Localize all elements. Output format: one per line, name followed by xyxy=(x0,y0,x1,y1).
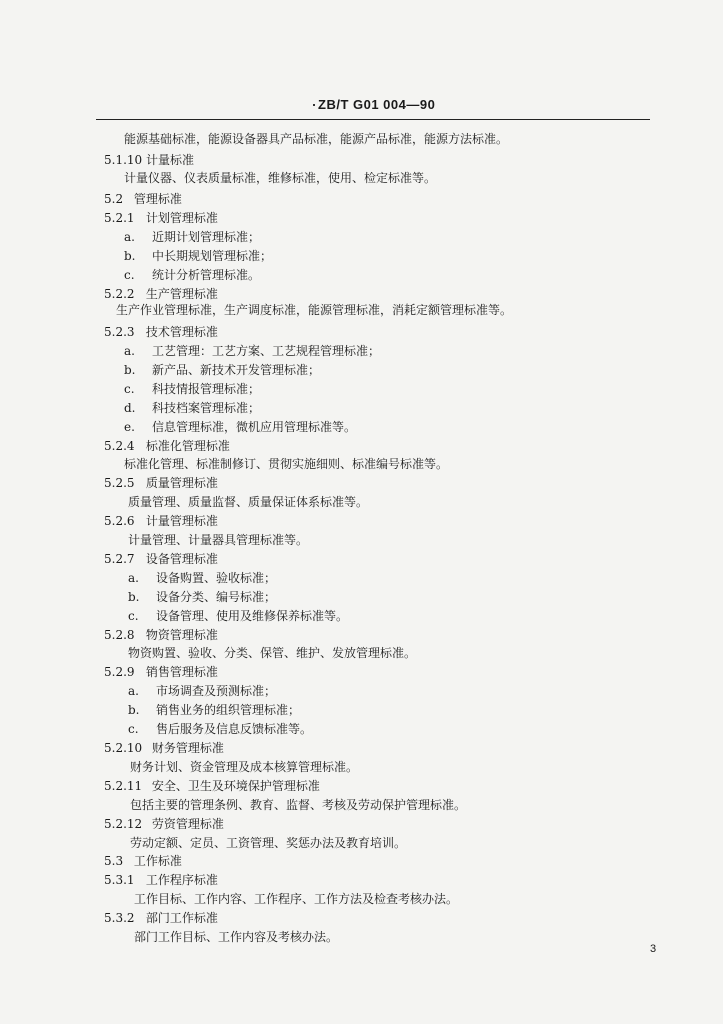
section-heading: 5.2.9 销售管理标准 xyxy=(104,665,218,679)
list-item: c. 科技情报管理标准； xyxy=(124,382,261,396)
page-number: 3 xyxy=(650,943,657,955)
section-heading: 5.2.6 计量管理标准 xyxy=(104,514,218,528)
body-line: 标准化管理、标准制修订、贯彻实施细则、标准编号标准等。 xyxy=(124,457,449,471)
section-heading: 5.2.2 生产管理标准 xyxy=(104,287,218,301)
list-item: b. 新产品、新技术开发管理标准； xyxy=(124,363,321,377)
section-heading: 5.2.8 物资管理标准 xyxy=(104,628,218,642)
list-item: c. 售后服务及信息反馈标准等。 xyxy=(128,722,313,736)
section-heading: 5.3.2 部门工作标准 xyxy=(104,911,218,925)
body-line: 质量管理、质量监督、质量保证体系标准等。 xyxy=(128,495,369,509)
list-item: c. 统计分析管理标准。 xyxy=(124,268,261,282)
header-mark xyxy=(313,104,315,106)
list-item: d. 科技档案管理标准； xyxy=(124,401,261,415)
body-line: 劳动定额、定员、工资管理、奖惩办法及教育培训。 xyxy=(130,836,407,850)
body-line: 包括主要的管理条例、教育、监督、考核及劳动保护管理标准。 xyxy=(130,798,467,812)
list-item: b. 设备分类、编号标准； xyxy=(128,590,277,604)
section-heading: 5.2.10 财务管理标准 xyxy=(104,741,224,755)
list-item: b. 中长期规划管理标准； xyxy=(124,249,273,263)
section-heading: 5.2.11 安全、卫生及环境保护管理标准 xyxy=(104,779,320,793)
standard-code: ZB/T G01 004—90 xyxy=(318,97,436,112)
list-item: c. 设备管理、使用及维修保养标准等。 xyxy=(128,609,349,623)
body-line: 部门工作目标、工作内容及考核办法。 xyxy=(134,930,339,944)
section-heading: 5.3 工作标准 xyxy=(104,854,182,868)
body-line: 财务计划、资金管理及成本核算管理标准。 xyxy=(130,760,359,774)
section-heading: 5.2.4 标准化管理标准 xyxy=(104,439,230,453)
section-heading: 5.2 管理标准 xyxy=(104,192,182,206)
list-item: a. 市场调查及预测标准； xyxy=(128,684,277,698)
list-item: a. 工艺管理：工艺方案、工艺规程管理标准； xyxy=(124,344,381,358)
list-item: e. 信息管理标准，微机应用管理标准等。 xyxy=(124,420,357,434)
section-heading: 5.2.5 质量管理标准 xyxy=(104,476,218,490)
body-line: 计量管理、计量器具管理标准等。 xyxy=(128,533,309,547)
list-item: a. 设备购置、验收标准； xyxy=(128,571,277,585)
section-heading: 5.1.10 计量标准 xyxy=(104,153,195,167)
section-heading: 5.2.12 劳资管理标准 xyxy=(104,817,224,831)
header-divider xyxy=(96,119,650,120)
section-heading: 5.3.1 工作程序标准 xyxy=(104,873,218,887)
section-heading: 5.2.7 设备管理标准 xyxy=(104,552,218,566)
body-line: 物资购置、验收、分类、保管、维护、发放管理标准。 xyxy=(128,646,417,660)
list-item: b. 销售业务的组织管理标准； xyxy=(128,703,301,717)
list-item: a. 近期计划管理标准； xyxy=(124,230,261,244)
body-line: 工作目标、工作内容、工作程序、工作方法及检查考核办法。 xyxy=(134,892,459,906)
section-heading: 5.2.3 技术管理标准 xyxy=(104,325,218,339)
body-line: 生产作业管理标准，生产调度标准，能源管理标准，消耗定额管理标准等。 xyxy=(116,303,513,317)
body-line: 计量仪器、仪表质量标准，维修标准，使用、检定标准等。 xyxy=(124,171,437,185)
section-heading: 5.2.1 计划管理标准 xyxy=(104,211,218,225)
body-line: 能源基础标准，能源设备器具产品标准，能源产品标准，能源方法标准。 xyxy=(124,132,509,146)
